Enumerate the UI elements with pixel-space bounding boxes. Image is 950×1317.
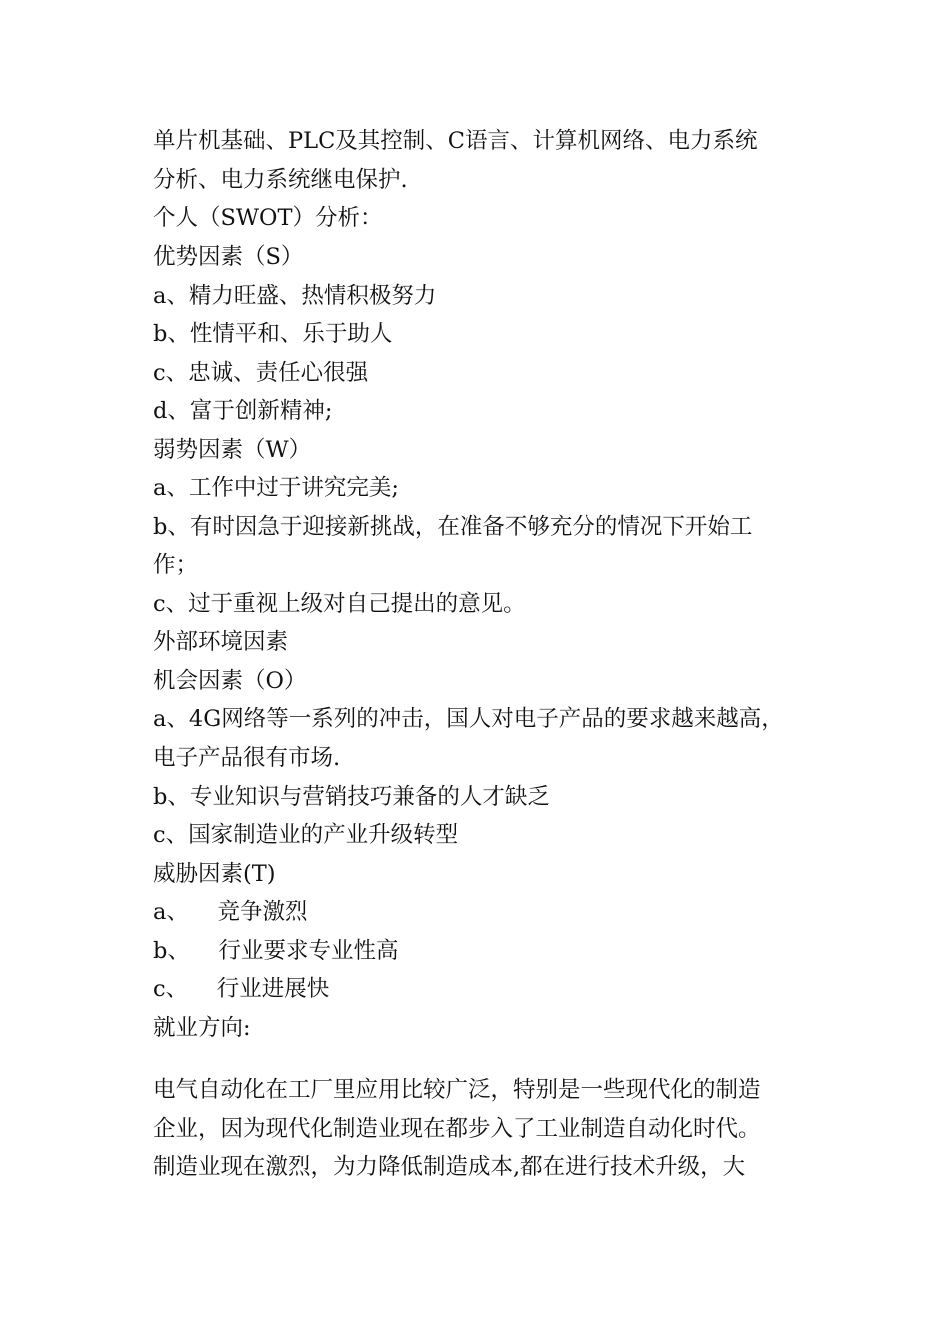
paragraph-line: 制造业现在激烈，为力降低制造成本,都在进行技术升级，大 [153, 1154, 746, 1180]
list-item: b、 行业要求专业性高 [153, 938, 399, 964]
list-item: b、有时因急于迎接新挑战，在准备不够充分的情况下开始工 [153, 514, 753, 540]
list-item: d、富于创新精神; [153, 398, 333, 424]
text-line: 个人（SWOT）分析： [153, 205, 383, 231]
section-heading: 威胁因素(T) [153, 861, 276, 887]
list-item: a、工作中过于讲究完美; [153, 475, 399, 501]
list-item: c、忠诚、责任心很强 [153, 360, 369, 386]
text-line: 电子产品很有市场. [153, 745, 341, 771]
list-item: a、精力旺盛、热情积极努力 [153, 283, 437, 309]
list-item: c、 行业进展快 [153, 976, 330, 1002]
section-heading: 优势因素（S） [153, 244, 304, 270]
paragraph-line: 企业，因为现代化制造业现在都步入了工业制造自动化时代。 [153, 1116, 761, 1142]
list-item: b、专业知识与营销技巧兼备的人才缺乏 [153, 784, 550, 810]
list-item: a、 竞争激烈 [153, 899, 308, 925]
text-line: 单片机基础、PLC及其控制、C语言、计算机网络、电力系统 [153, 128, 758, 154]
list-item: c、过于重视上级对自己提出的意见。 [153, 591, 526, 617]
section-heading: 机会因素（O） [153, 668, 307, 694]
text-line: 作； [153, 552, 199, 578]
list-item: b、性情平和、乐于助人 [153, 321, 393, 347]
text-line: 分析、电力系统继电保护. [153, 167, 408, 193]
section-heading: 外部环境因素 [153, 629, 289, 655]
section-heading: 弱势因素（W） [153, 437, 312, 463]
section-heading: 就业方向: [153, 1015, 251, 1041]
list-item: a、4G网络等一系列的冲击，国人对电子产品的要求越来越高， [153, 706, 784, 732]
list-item: c、国家制造业的产业升级转型 [153, 822, 459, 848]
paragraph-line: 电气自动化在工厂里应用比较广泛，特别是一些现代化的制造 [153, 1077, 761, 1103]
